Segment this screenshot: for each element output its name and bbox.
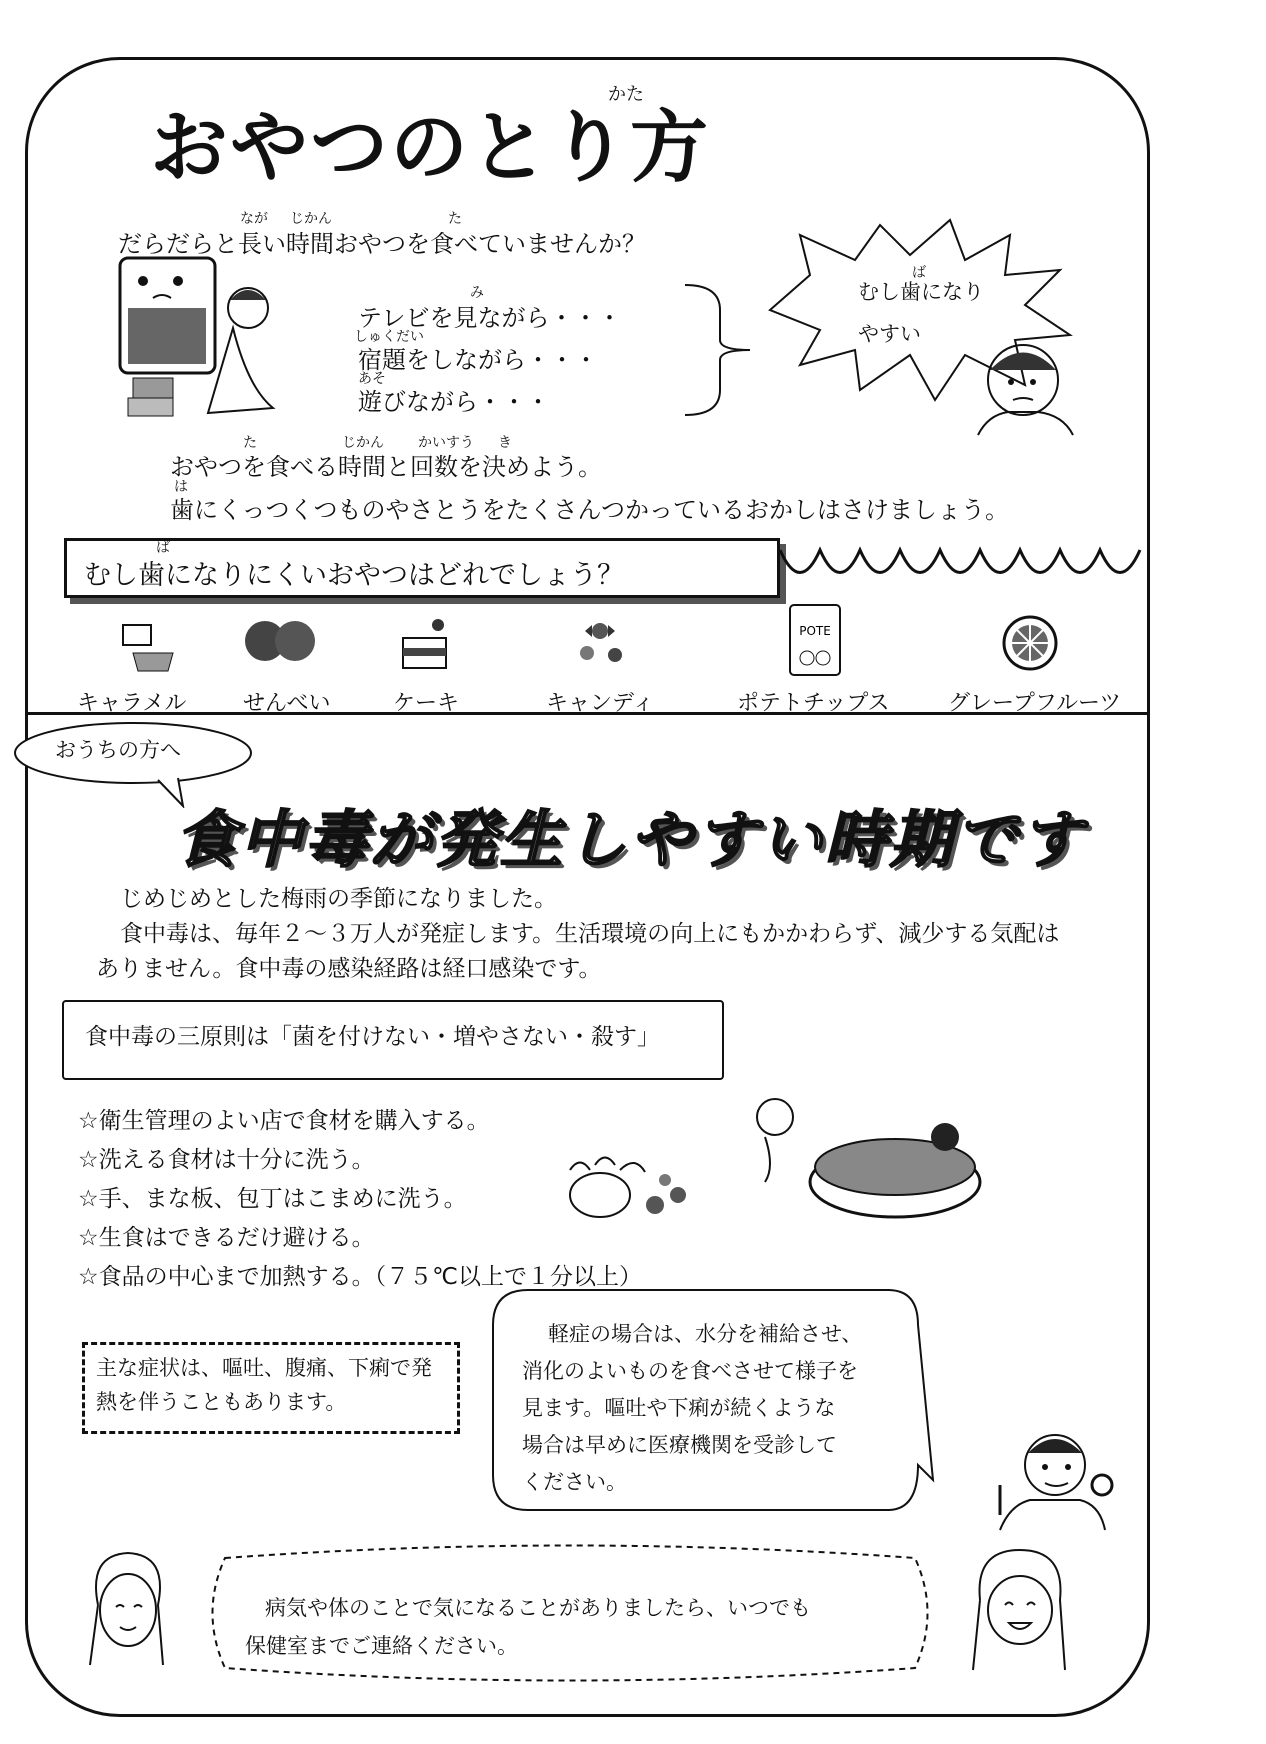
snack-caramel: キャラメル (77, 691, 187, 716)
list-item-homework: 宿題をしながら・・・ (358, 346, 598, 374)
cake-icon (398, 613, 453, 673)
ruby-shukudai: しゅくだい (354, 329, 424, 345)
tv-child-illustration (98, 248, 298, 428)
list-item-playing: 遊びながら・・・ (358, 388, 550, 416)
ruby-ha: は (174, 479, 188, 495)
snack-grapefruit: グレープフルーツ (948, 691, 1122, 716)
ruby-kaisuu: かいすう (418, 435, 474, 451)
ruby-aso: あそ (358, 371, 386, 387)
burst-line-1: むし歯になり (858, 280, 984, 304)
brace (680, 280, 760, 420)
intro-line-2: 食中毒は、毎年２～３万人が発症します。生活環境の向上にもかかわらず、減少する気配は (120, 921, 1060, 947)
grapefruit-icon (1000, 613, 1060, 673)
ruby-ki: き (498, 435, 512, 451)
symptoms-line-1: 主な症状は、嘔吐、腹痛、下痢で発 (96, 1356, 432, 1380)
ruby-ta-2: た (243, 435, 257, 451)
symptoms-line-2: 熱を伴うこともあります。 (96, 1390, 347, 1414)
principle-text: 食中毒の三原則は「菌を付けない・増やさない・殺す」 (85, 1024, 660, 1050)
snack-title: おやつのとり方 (150, 103, 711, 193)
rule-1: ☆衛生管理のよい店で食材を購入する。 (78, 1108, 490, 1134)
snack-potato-chips: ポテトチップス (737, 691, 890, 716)
ruby-jikan: じかん (290, 211, 332, 227)
lunchbox-illustration (745, 1082, 990, 1227)
title-ruby: かた (608, 84, 644, 105)
advice-line-1: おやつを食べる時間と回数を決めよう。 (170, 453, 602, 481)
ruby-jikan-2: じかん (342, 435, 384, 451)
caramel-icon (118, 613, 178, 673)
advice-line-c: 見ます。嘔吐や下痢が続くような (522, 1396, 836, 1420)
contact-line-2: 保健室までご連絡ください。 (245, 1634, 518, 1658)
advice-line-2: 歯にくっつくつものやさとうをたくさんつかっているおかしはさけましょう。 (170, 496, 1010, 524)
intro-line-3: ありません。食中毒の感染経路は経口感染です。 (96, 956, 602, 982)
advice-line-b: 消化のよいものを食べさせて様子を (522, 1359, 858, 1383)
chips-label: POTE (799, 624, 831, 638)
zigzag-line (780, 540, 1160, 600)
rule-2: ☆洗える食材は十分に洗う。 (78, 1147, 375, 1173)
snack-cake: ケーキ (393, 691, 460, 716)
advice-line-e: ください。 (522, 1470, 627, 1494)
ruby-ba-quiz: ば (156, 540, 170, 556)
contact-line-1: 病気や体のことで気になることがありましたら、いつでも (265, 1596, 811, 1620)
ruby-mi: み (470, 285, 484, 301)
snack-candy: キャンディ (546, 691, 655, 716)
ruby-ta: た (448, 211, 462, 227)
girl-illustration (965, 1545, 1075, 1675)
rule-3: ☆手、まな板、包丁はこまめに洗う。 (78, 1186, 467, 1212)
burst-line-2: やすい (858, 322, 921, 346)
snack-question: だらだらと長い時間おやつを食べていませんか？ (118, 230, 646, 258)
senbei-icon (243, 613, 318, 668)
rule-4: ☆生食はできるだけ避ける。 (78, 1225, 375, 1251)
section-tag: おうちの方へ (55, 738, 181, 762)
potato-chips-icon (785, 600, 845, 680)
intro-line-1: じめじめとした梅雨の季節になりました。 (120, 886, 557, 912)
rule-5: ☆食品の中心まで加熱する。（７５℃以上で１分以上） (78, 1264, 642, 1290)
quiz-question: むし歯になりにくいおやつはどれでしょう？ (84, 560, 624, 591)
list-item-tv: テレビを見ながら・・・ (358, 304, 622, 332)
ruby-ba-burst: ば (912, 265, 926, 281)
advice-line-d: 場合は早めに医療機関を受診して (522, 1433, 837, 1457)
germs-illustration (560, 1150, 700, 1230)
boy-toothache-illustration (968, 330, 1088, 440)
advice-line-a: 軽症の場合は、水分を補給させ、 (548, 1322, 863, 1346)
nurse-illustration (78, 1545, 178, 1675)
snack-senbei: せんべい (243, 691, 331, 716)
candy-icon (565, 613, 635, 673)
ruby-naga: なが (240, 211, 268, 227)
doctor-illustration (990, 1425, 1120, 1540)
food-poisoning-title: 食中毒が発生しやすい時期です (175, 803, 1086, 876)
